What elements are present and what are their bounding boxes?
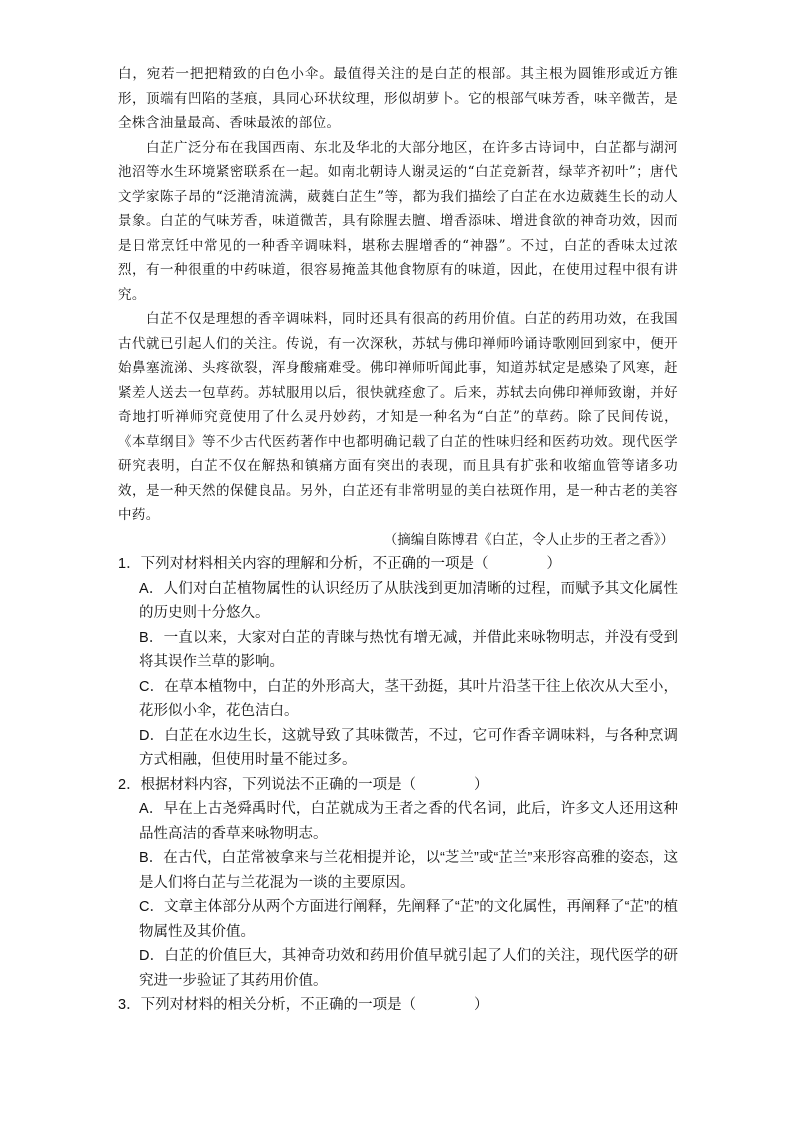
question-stem: 3．下列对材料的相关分析，不正确的一项是（ ）	[118, 997, 489, 1013]
question-3	[118, 993, 678, 1018]
option-c: C．在草本植物中，白芷的外形高大，茎干劲挺，其叶片沿茎干往上依次从大至小，花形似小伞，花色洁白。	[139, 678, 678, 719]
option-c: C．文章主体部分从两个方面进行阐释，先阐释了“芷”的文化属性，再阐释了“芷”的植物属性及其价值。	[139, 899, 678, 940]
question-stem: 1．下列对材料相关内容的理解和分析，不正确的一项是（ ）	[118, 556, 562, 572]
document-content	[118, 62, 678, 1018]
passage-paragraph-3: 白芷不仅是理想的香辛调味料，同时还具有很高的药用价值。白芷的药用功效，在我国古代就已引起人们的关注。传说，有一次深秋，苏轼与佛印禅师吟诵诗歌刚回到家中，便开始鼻塞流涕、头疼欲裂，浑身酸痛难受。佛印禅师听闻此事，知道苏轼定是感染了风寒，赶紧差人送去一包草药。苏轼服用以后，很快就痊愈了。后来，苏轼去向佛印禅师致谢，并好奇地打听禅师究竟使用了什么灵丹妙药，才知是一种名为“白芷”的草药。除了民间传说，《本草纲目》等不少古代医药著作中也都明确记载了白芷的性味归经和医药功效。现代医学研究表明，白芷不仅在解热和镇痛方面有突出的表现，而且具有扩张和收缩血管等诸多功效，是一种天然的保健良品。另外，白芷还有非常明显的美白祛斑作用，是一种古老的美容中药。	[118, 311, 678, 523]
question-2	[118, 773, 678, 994]
option-d: D．白芷在水边生长，这就导致了其味微苦，不过，它可作香辛调味料，与各种烹调方式相融，但使用时量不能过多。	[139, 727, 678, 768]
option-d: D．白芷的价值巨大，其神奇功效和药用价值早就引起了人们的关注，现代医学的研究进一步验证了其药用价值。	[139, 948, 678, 989]
question-stem: 2．根据材料内容，下列说法不正确的一项是（ ）	[118, 776, 489, 793]
question-1	[118, 552, 678, 773]
question-list	[118, 552, 678, 1018]
passage-paragraph-1: 白，宛若一把把精致的白色小伞。最值得关注的是白芷的根部。其主根为圆锥形或近方锥形，顶端有凹陷的茎痕，具同心环状纹理，形似胡萝卜。它的根部气味芳香，味辛微苦，是全株含油量最高、香味最浓的部位。	[118, 66, 678, 131]
passage-paragraph-2: 白芷广泛分布在我国西南、东北及华北的大部分地区，在许多古诗词中，白芷都与湖河池沼等水生环境紧密联系在一起。如南北朝诗人谢灵运的“白芷竞新苕，绿苹齐初叶”；唐代文学家陈子昂的“泛滟清流满，葳蕤白芷生”等，都为我们描绘了白芷在水边葳蕤生长的动人景象。白芷的气味芳香，味道微苦，具有除腥去膻、增香添味、增进食欲的神奇功效，因而是日常烹饪中常见的一种香辛调味料，堪称去腥增香的“神器”。不过，白芷的香味太过浓烈，有一种很重的中药味道，很容易掩盖其他食物原有的味道，因此，在使用过程中很有讲究。	[118, 139, 678, 303]
option-b: B．在古代，白芷常被拿来与兰花相提并论，以“芝兰”或“芷兰”来形容高雅的姿态，这是人们将白芷与兰花混为一谈的主要原因。	[139, 850, 678, 891]
passage-source: （摘编自陈博君《白芷，令人止步的王者之香》）	[383, 531, 674, 548]
option-a: A．早在上古尧舜禹时代，白芷就成为王者之香的代名词，此后，许多文人还用这种品性高洁的香草来咏物明志。	[139, 801, 678, 842]
option-a: A．人们对白芷植物属性的认识经历了从肤浅到更加清晰的过程，而赋予其文化属性的历史则十分悠久。	[139, 580, 678, 621]
option-b: B．一直以来，大家对白芷的青睐与热忱有增无减，并借此来咏物明志，并没有受到将其误作兰草的影响。	[139, 629, 678, 670]
